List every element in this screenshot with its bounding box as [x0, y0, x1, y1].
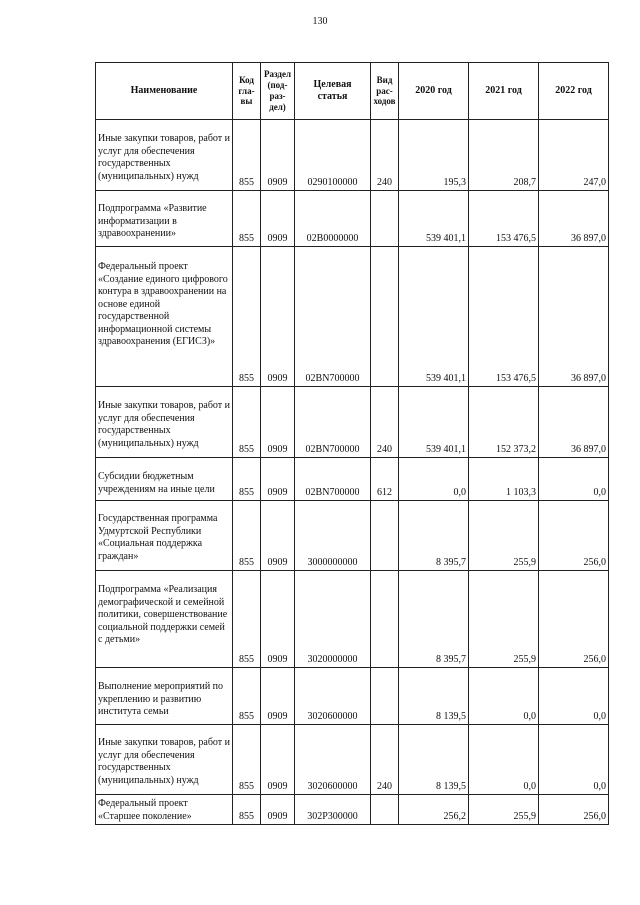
table-row — [96, 247, 609, 387]
table-row — [96, 458, 609, 501]
row-2020: 195,3 — [399, 120, 469, 191]
header-code: Код гла- вы — [233, 63, 261, 120]
row-2022: 256,0 — [539, 795, 609, 825]
row-type — [371, 668, 399, 725]
table-row — [96, 387, 609, 458]
table-row — [96, 668, 609, 725]
row-code: 855 — [233, 725, 261, 795]
row-2022: 0,0 — [539, 725, 609, 795]
row-2020: 8 139,5 — [399, 668, 469, 725]
budget-table — [95, 62, 609, 825]
header-row — [96, 63, 609, 120]
row-2022: 256,0 — [539, 571, 609, 668]
row-2020: 539 401,1 — [399, 247, 469, 387]
row-2022: 36 897,0 — [539, 191, 609, 247]
row-target: 3020000000 — [295, 571, 371, 668]
row-2021: 153 476,5 — [469, 247, 539, 387]
row-section: 0909 — [261, 458, 295, 501]
row-type: 240 — [371, 725, 399, 795]
row-target: 02В0000000 — [295, 191, 371, 247]
row-2020: 256,2 — [399, 795, 469, 825]
row-name: Подпрограмма «Реализация демографической и семейной политики, совершенствование социальной поддержки семей с детьми» — [96, 571, 233, 668]
row-target: 02ВN700000 — [295, 247, 371, 387]
row-section: 0909 — [261, 120, 295, 191]
row-name: Субсидии бюджетным учреждениям на иные цели — [96, 458, 233, 501]
row-target: 02ВN700000 — [295, 387, 371, 458]
row-code: 855 — [233, 247, 261, 387]
row-2021: 208,7 — [469, 120, 539, 191]
row-type — [371, 247, 399, 387]
row-type: 240 — [371, 120, 399, 191]
table-row — [96, 725, 609, 795]
row-type — [371, 571, 399, 668]
row-section: 0909 — [261, 247, 295, 387]
row-section: 0909 — [261, 387, 295, 458]
row-2022: 36 897,0 — [539, 387, 609, 458]
row-code: 855 — [233, 668, 261, 725]
header-name: Наименование — [96, 63, 233, 120]
row-code: 855 — [233, 795, 261, 825]
row-target: 3000000000 — [295, 501, 371, 571]
row-type — [371, 191, 399, 247]
row-2020: 539 401,1 — [399, 387, 469, 458]
row-type: 240 — [371, 387, 399, 458]
row-target: 02ВN700000 — [295, 458, 371, 501]
row-2021: 153 476,5 — [469, 191, 539, 247]
row-code: 855 — [233, 501, 261, 571]
row-section: 0909 — [261, 725, 295, 795]
row-2022: 0,0 — [539, 458, 609, 501]
row-2021: 0,0 — [469, 668, 539, 725]
row-section: 0909 — [261, 795, 295, 825]
row-2021: 255,9 — [469, 501, 539, 571]
row-code: 855 — [233, 191, 261, 247]
row-type — [371, 501, 399, 571]
row-2021: 255,9 — [469, 571, 539, 668]
row-2020: 0,0 — [399, 458, 469, 501]
row-2021: 255,9 — [469, 795, 539, 825]
row-code: 855 — [233, 571, 261, 668]
row-2021: 0,0 — [469, 725, 539, 795]
header-2022: 2022 год — [539, 63, 609, 120]
row-name: Иные закупки товаров, работ и услуг для обеспечения государственных (муниципальных) нужд — [96, 725, 233, 795]
header-2021: 2021 год — [469, 63, 539, 120]
row-name: Иные закупки товаров, работ и услуг для обеспечения государственных (муниципальных) нужд — [96, 120, 233, 191]
row-target: 302Р300000 — [295, 795, 371, 825]
row-2020: 539 401,1 — [399, 191, 469, 247]
row-section: 0909 — [261, 571, 295, 668]
row-target: 0290100000 — [295, 120, 371, 191]
row-2022: 247,0 — [539, 120, 609, 191]
row-name: Федеральный проект «Старшее поколение» — [96, 795, 233, 825]
row-2020: 8 139,5 — [399, 725, 469, 795]
row-target: 3020600000 — [295, 668, 371, 725]
table-row — [96, 571, 609, 668]
header-type: Вид рас- ходов — [371, 63, 399, 120]
row-2022: 256,0 — [539, 501, 609, 571]
page-number: 130 — [312, 16, 328, 27]
row-code: 855 — [233, 458, 261, 501]
row-name: Иные закупки товаров, работ и услуг для обеспечения государственных (муниципальных) нужд — [96, 387, 233, 458]
row-name: Федеральный проект «Создание единого цифрового контура в здравоохранении на основе единой государственной информационной системы здравоохранения (ЕГИСЗ)» — [96, 247, 233, 387]
row-code: 855 — [233, 120, 261, 191]
header-section: Раздел (под- раз- дел) — [261, 63, 295, 120]
row-2022: 36 897,0 — [539, 247, 609, 387]
row-code: 855 — [233, 387, 261, 458]
row-2021: 1 103,3 — [469, 458, 539, 501]
table-row — [96, 120, 609, 191]
row-type — [371, 795, 399, 825]
table-row — [96, 795, 609, 825]
table-row — [96, 501, 609, 571]
row-target: 3020600000 — [295, 725, 371, 795]
row-name: Подпрограмма «Развитие информатизации в здравоохранении» — [96, 191, 233, 247]
header-target: Целевая статья — [295, 63, 371, 120]
row-section: 0909 — [261, 668, 295, 725]
row-type: 612 — [371, 458, 399, 501]
row-2020: 8 395,7 — [399, 501, 469, 571]
header-2020: 2020 год — [399, 63, 469, 120]
row-2021: 152 373,2 — [469, 387, 539, 458]
row-2020: 8 395,7 — [399, 571, 469, 668]
row-name: Выполнение мероприятий по укреплению и развитию института семьи — [96, 668, 233, 725]
table-row — [96, 191, 609, 247]
row-2022: 0,0 — [539, 668, 609, 725]
row-section: 0909 — [261, 501, 295, 571]
row-name: Государственная программа Удмуртской Республики «Социальная поддержка граждан» — [96, 501, 233, 571]
row-section: 0909 — [261, 191, 295, 247]
